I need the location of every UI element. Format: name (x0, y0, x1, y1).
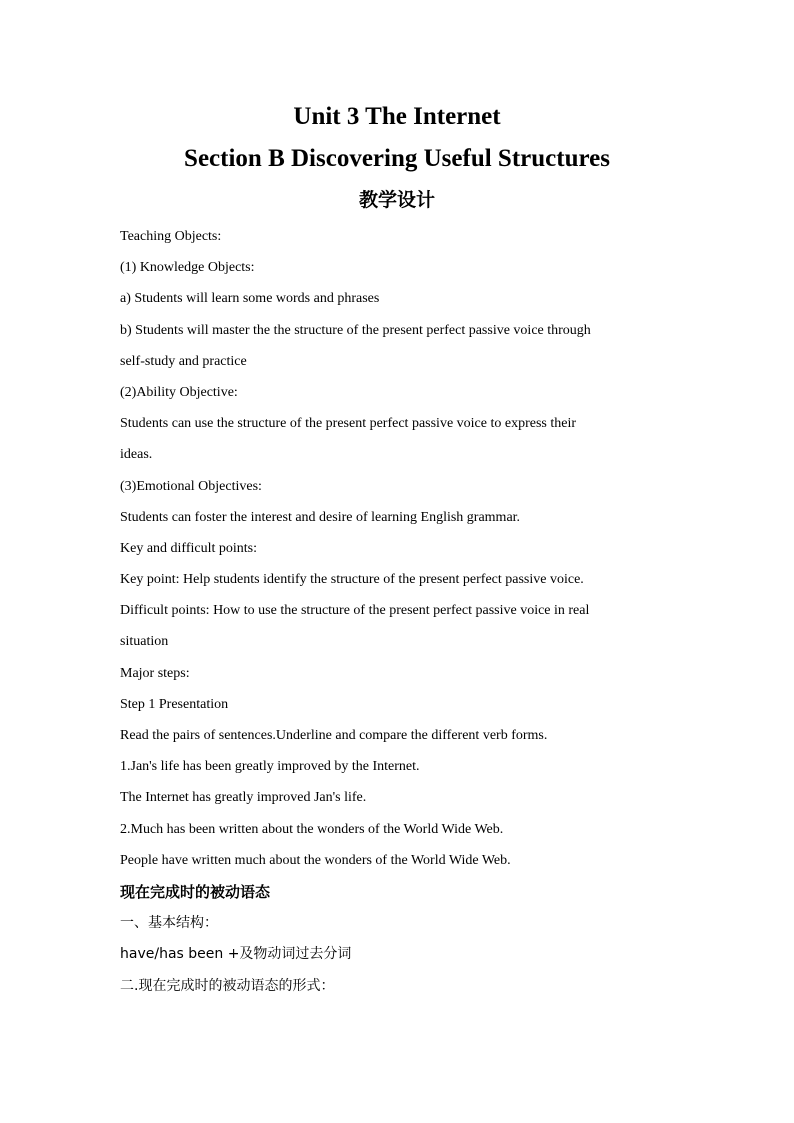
text-line-objective-b-cont: self-study and practice (120, 353, 247, 369)
document-subtitle: 教学设计 (358, 189, 435, 211)
text-line-example-1b: The Internet has greatly improved Jan's life. (120, 790, 367, 806)
text-line-forms-heading: 二.现在完成时的被动语态的形式： (120, 977, 335, 994)
text-line-major-steps: Major steps: (120, 665, 190, 681)
document-body (120, 226, 680, 1006)
text-line-example-2b: People have written much about the wonders of the World Wide Web. (120, 852, 511, 868)
text-line-key-point: Key point: Help students identify the structure of the present perfect passive voice. (120, 572, 584, 588)
text-line-teaching-objects: Teaching Objects: (120, 229, 222, 244)
text-line-basic-structure: 一、基本结构： (120, 915, 218, 932)
text-line-structure-formula: have/has been +及物动词过去分词 (120, 946, 352, 963)
text-line-difficult-points: Difficult points: How to use the structure of the present perfect passive voice in real (120, 603, 590, 619)
text-line-instruction: Read the pairs of sentences.Underline and compare the different verb forms. (120, 728, 548, 743)
text-line-grammar-heading: 现在完成时的被动语态 (120, 882, 271, 901)
text-line-ability-desc-cont: ideas. (120, 447, 153, 463)
text-line-example-1a: 1.Jan's life has been greatly improved by the Internet. (120, 759, 420, 775)
text-line-objective-a: a) Students will learn some words and phrases (120, 291, 380, 307)
text-line-difficult-cont: situation (120, 634, 169, 650)
text-line-emotional-objectives: (3)Emotional Objectives: (120, 478, 262, 494)
text-line-key-difficult: Key and difficult points: (120, 540, 257, 556)
text-line-ability-objective: (2)Ability Objective: (120, 384, 238, 400)
section-title: Section B Discovering Useful Structures (184, 145, 610, 172)
text-line-knowledge-objects: (1) Knowledge Objects: (120, 260, 255, 276)
text-line-emotional-desc: Students can foster the interest and desire of learning English grammar. (120, 509, 521, 525)
text-line-example-2a: 2.Much has been written about the wonders of the World Wide Web. (120, 821, 504, 837)
text-line-step-1: Step 1 Presentation (120, 696, 229, 712)
text-line-ability-desc: Students can use the structure of the present perfect passive voice to express their (120, 416, 577, 432)
document-title: Unit 3 The Internet (293, 103, 501, 130)
text-line-objective-b: b) Students will master the the structure of the present perfect passive voice through (120, 322, 591, 338)
